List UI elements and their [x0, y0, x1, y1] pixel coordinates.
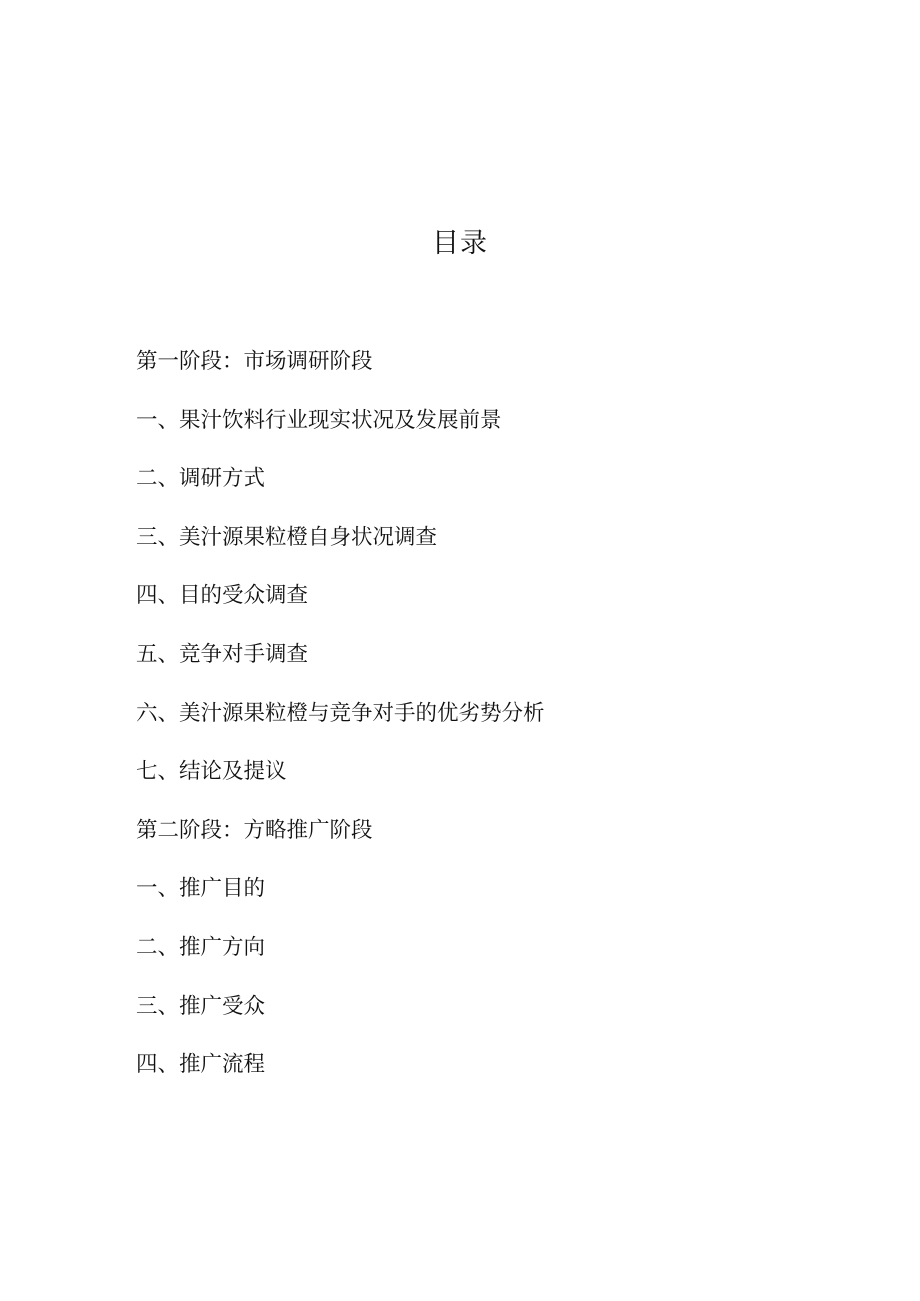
toc-item: 一、果汁饮料行业现实状况及发展前景	[136, 407, 502, 433]
toc-item: 七、结论及提议	[136, 759, 287, 785]
toc-item: 三、美汁源果粒橙自身状况调查	[136, 524, 438, 550]
toc-stage-1: 第一阶段：市场调研阶段	[136, 349, 373, 374]
toc-stage-2: 第二阶段：方略推广阶段	[136, 817, 373, 843]
toc-item: 六、美汁源果粒橙与竞争对手的优劣势分析	[136, 700, 545, 726]
toc-item: 一、推广目的	[136, 876, 266, 902]
table-of-contents	[136, 344, 545, 1106]
toc-item: 三、推广受众	[136, 993, 266, 1019]
toc-item: 四、推广流程	[136, 1052, 266, 1078]
toc-item: 二、调研方式	[136, 466, 266, 492]
toc-item: 二、推广方向	[136, 934, 266, 960]
page-title: 目录	[432, 228, 488, 259]
toc-item: 五、竞争对手调查	[136, 641, 309, 667]
toc-item: 四、目的受众调查	[136, 583, 309, 609]
